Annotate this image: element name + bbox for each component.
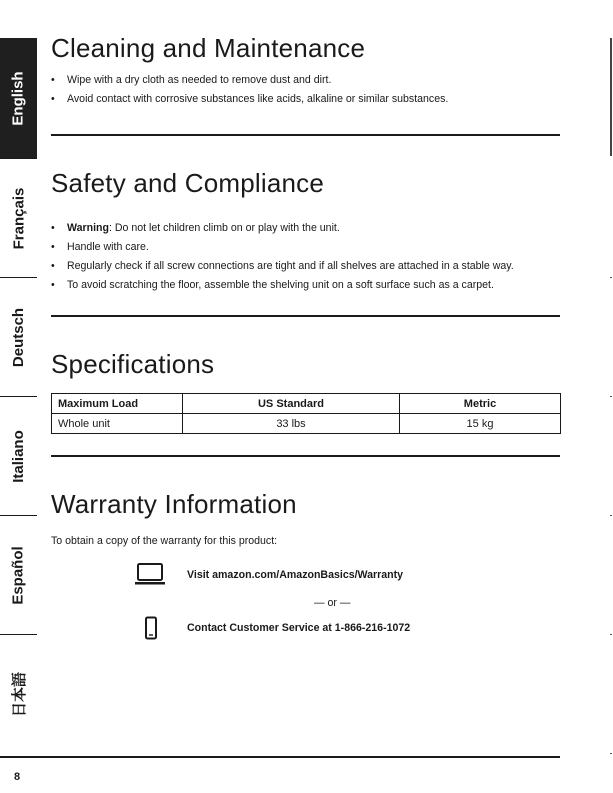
table-header-cell: US Standard	[183, 394, 400, 414]
list-item: • Wipe with a dry cloth as needed to remove dust and dirt.	[51, 71, 448, 90]
cleaning-title: Cleaning and Maintenance	[51, 33, 366, 63]
lang-tab-deutsch[interactable]: Deutsch	[10, 307, 27, 367]
phone-icon	[144, 616, 158, 640]
list-item: • To avoid scratching the floor, assemble the shelving unit on a soft surface such as a carpet.	[51, 276, 514, 295]
list-item: • Handle with care.	[51, 238, 514, 257]
table-header-row	[52, 394, 561, 414]
lang-tab-italiano[interactable]: Italiano	[10, 429, 28, 483]
list-item: • Avoid contact with corrosive substances like acids, alkaline or similar substances.	[51, 90, 448, 109]
list-item: • Regularly check if all screw connections are tight and if all shelves are attached in a stable way.	[51, 257, 514, 276]
safety-title: Safety and Compliance	[51, 168, 325, 198]
lang-tab-francais[interactable]: Français	[10, 187, 28, 249]
edge-mark	[610, 634, 612, 635]
specifications-title: Specifications	[51, 349, 215, 379]
table-header-cell: Metric	[400, 394, 561, 414]
edge-mark	[610, 277, 612, 278]
edge-mark	[610, 753, 612, 754]
table-cell: Whole unit	[52, 414, 183, 434]
safety-list	[51, 219, 514, 295]
table-header-cell: Maximum Load	[52, 394, 183, 414]
lang-tab-espanol[interactable]: Español	[10, 545, 28, 605]
lang-tab-english[interactable]: English	[0, 38, 37, 158]
warranty-intro: To obtain a copy of the warranty for this product:	[51, 535, 278, 547]
edge-mark	[610, 515, 612, 516]
table-cell: 15 kg	[400, 414, 561, 434]
laptop-icon	[134, 562, 166, 586]
warning-text: : Do not let children climb on or play with the unit.	[108, 222, 340, 234]
list-item	[51, 219, 514, 238]
specifications-table	[51, 393, 561, 434]
table-cell: 33 lbs	[183, 414, 400, 434]
section-divider	[51, 134, 560, 136]
edge-mark	[610, 396, 612, 397]
edge-mark	[610, 38, 612, 156]
section-divider	[51, 315, 560, 317]
section-divider	[51, 455, 560, 457]
warranty-title: Warranty Information	[51, 489, 297, 519]
cleaning-list	[51, 71, 448, 109]
lang-tab-japanese[interactable]: 日本語	[11, 671, 29, 717]
warning-label: Warning	[67, 222, 109, 234]
or-separator: — or —	[314, 597, 351, 609]
warranty-contact: Contact Customer Service at 1-866-216-1072	[187, 622, 411, 634]
page-number: 8	[14, 771, 21, 783]
table-row	[52, 414, 561, 434]
warranty-visit-link[interactable]: Visit amazon.com/AmazonBasics/Warranty	[187, 569, 404, 581]
footer-divider	[0, 756, 560, 758]
